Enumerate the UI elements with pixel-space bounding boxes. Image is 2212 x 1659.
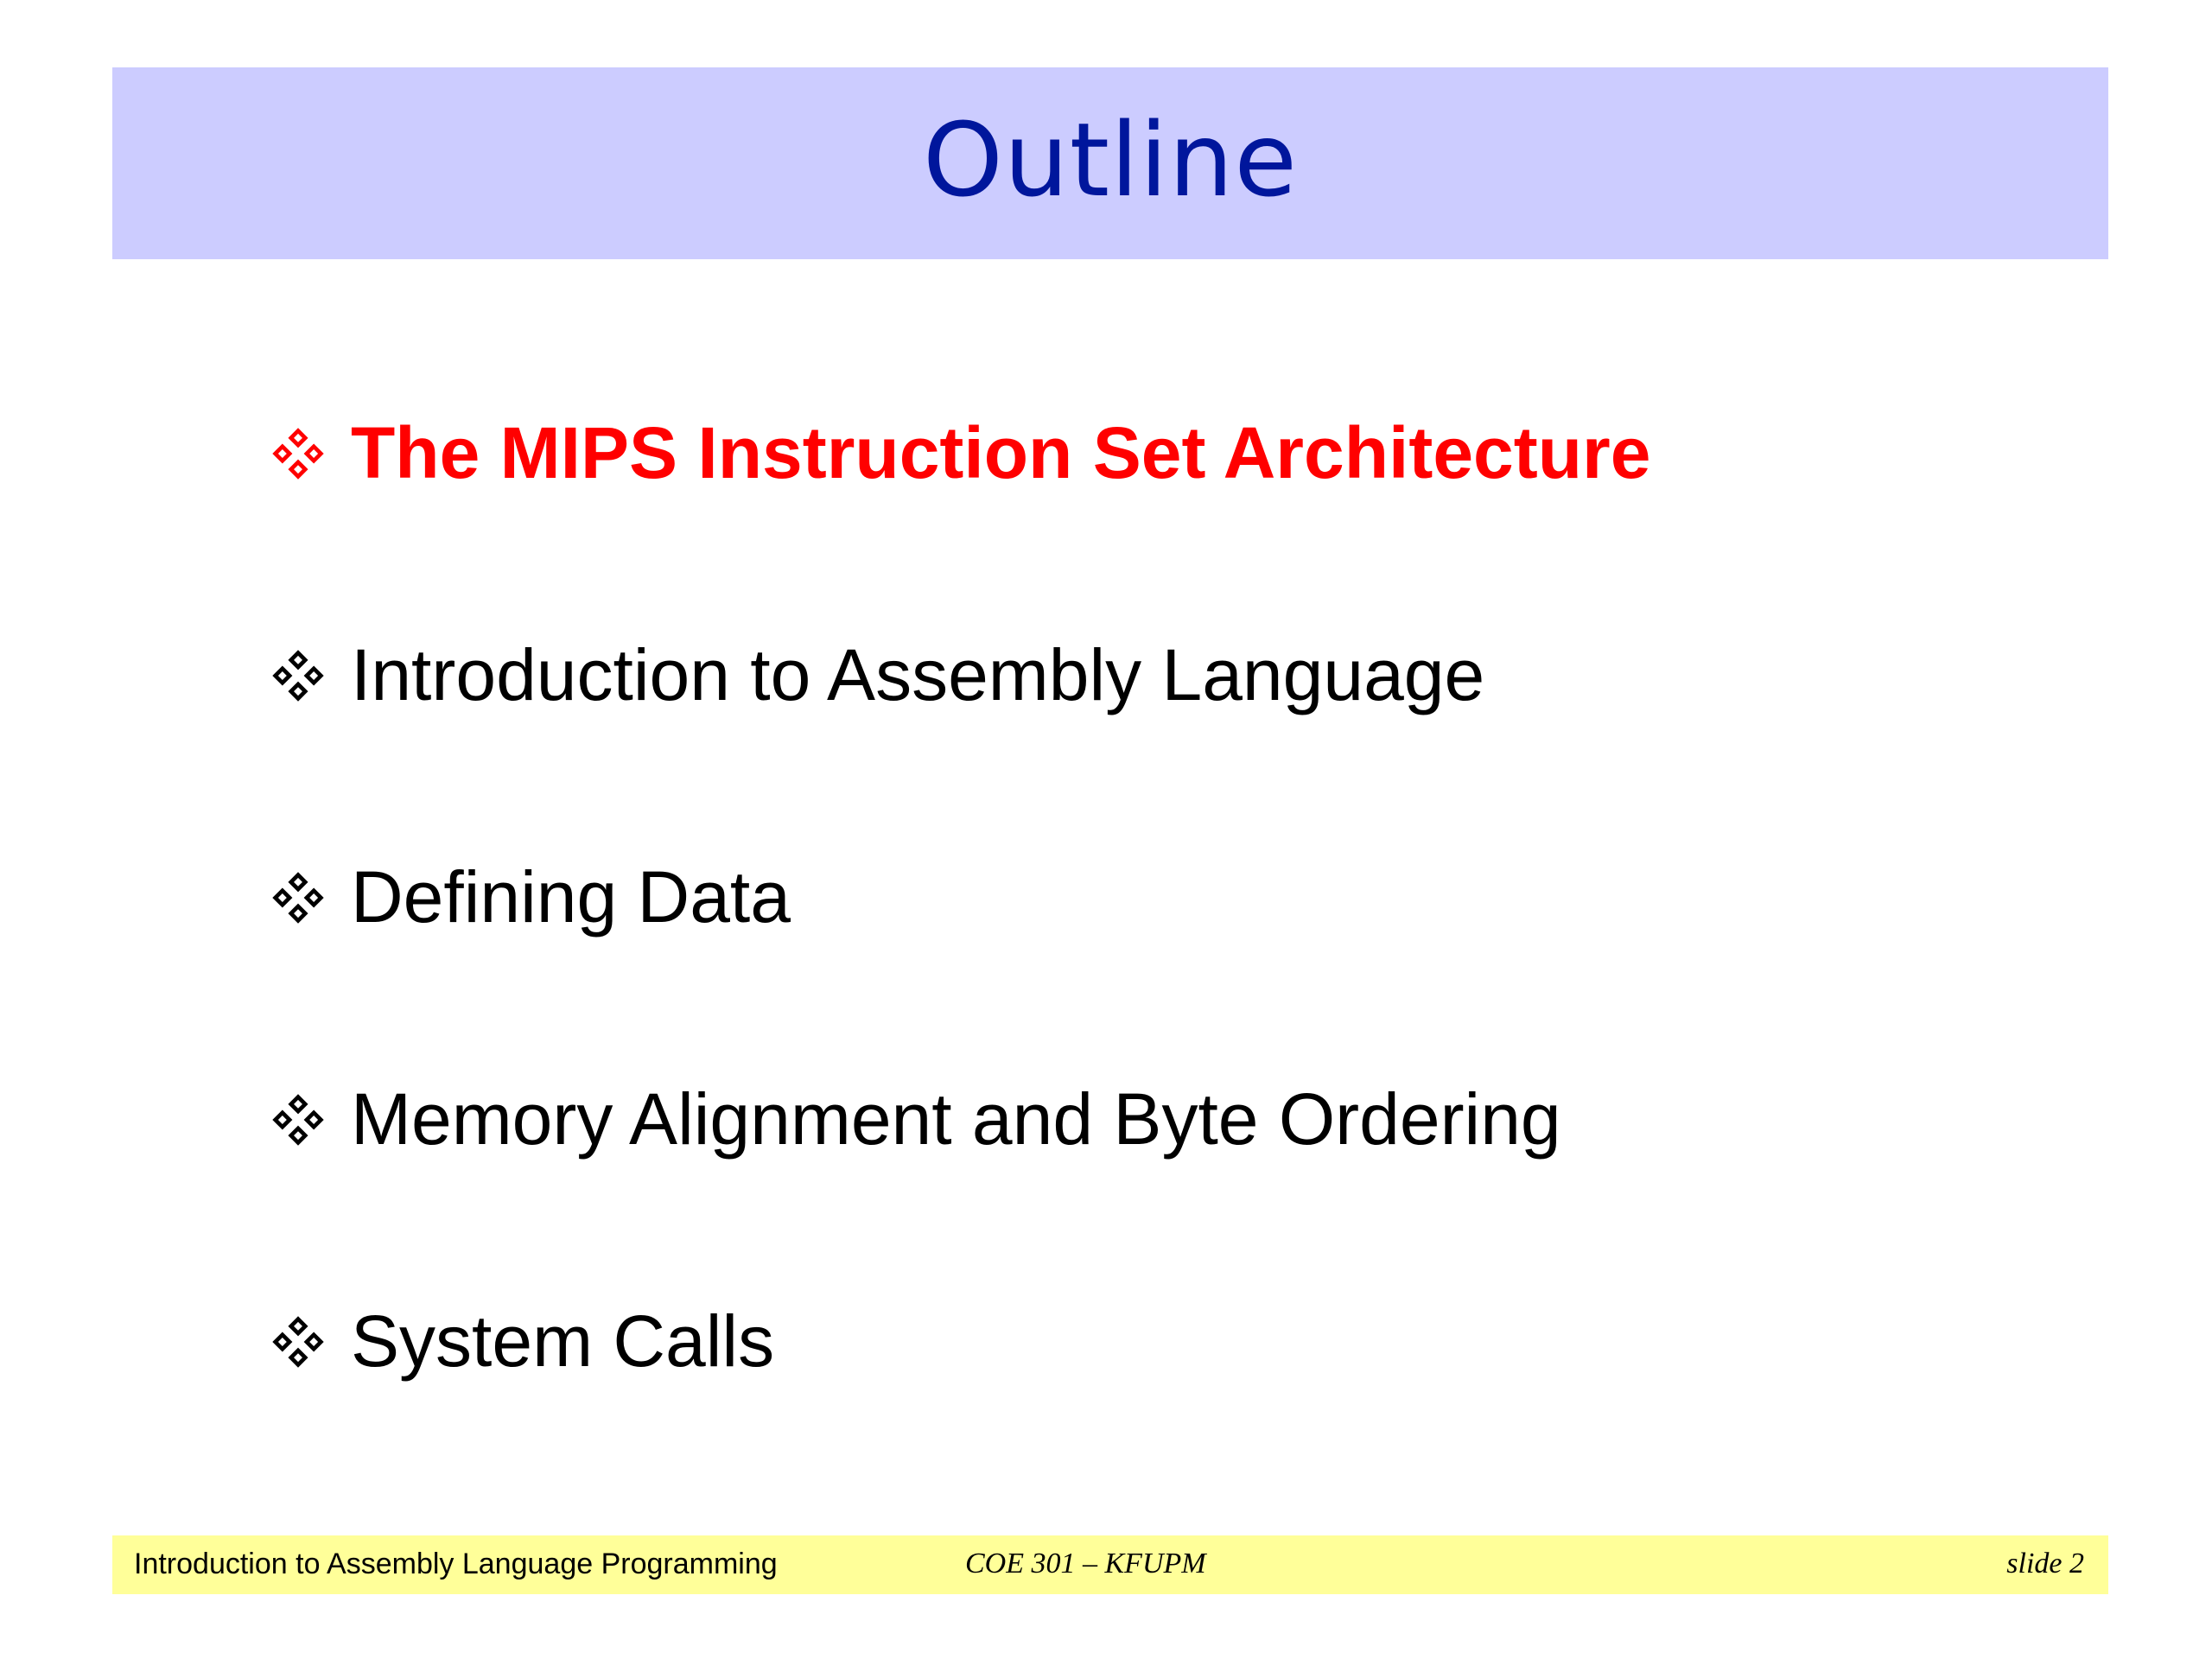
title-bar [112,67,2108,259]
four-diamond-bullet-icon [270,425,327,482]
outline-item-memory-alignment [270,1077,1561,1161]
outline-item-mips-isa [270,411,1650,495]
four-diamond-bullet-icon [270,1091,327,1148]
outline-item-label: Defining Data [351,856,791,938]
outline-item-label: Memory Alignment and Byte Ordering [351,1078,1561,1160]
outline-item-label: The MIPS Instruction Set Architecture [351,412,1651,493]
footer-course-code: COE 301 – KFUPM [965,1548,1206,1580]
four-diamond-bullet-icon [270,1313,327,1370]
footer-bar [112,1535,2108,1594]
outline-item-defining-data [270,855,791,939]
outline-item-label: Introduction to Assembly Language [351,634,1485,715]
outline-item-label: System Calls [351,1300,775,1382]
slide-title: Outline [923,100,1298,219]
four-diamond-bullet-icon [270,869,327,926]
four-diamond-bullet-icon [270,647,327,704]
outline-item-system-calls [270,1300,774,1383]
outline-item-intro-assembly [270,633,1484,717]
footer-course-title: Introduction to Assembly Language Programming [134,1548,778,1580]
footer-slide-number: slide 2 [2006,1548,2084,1580]
